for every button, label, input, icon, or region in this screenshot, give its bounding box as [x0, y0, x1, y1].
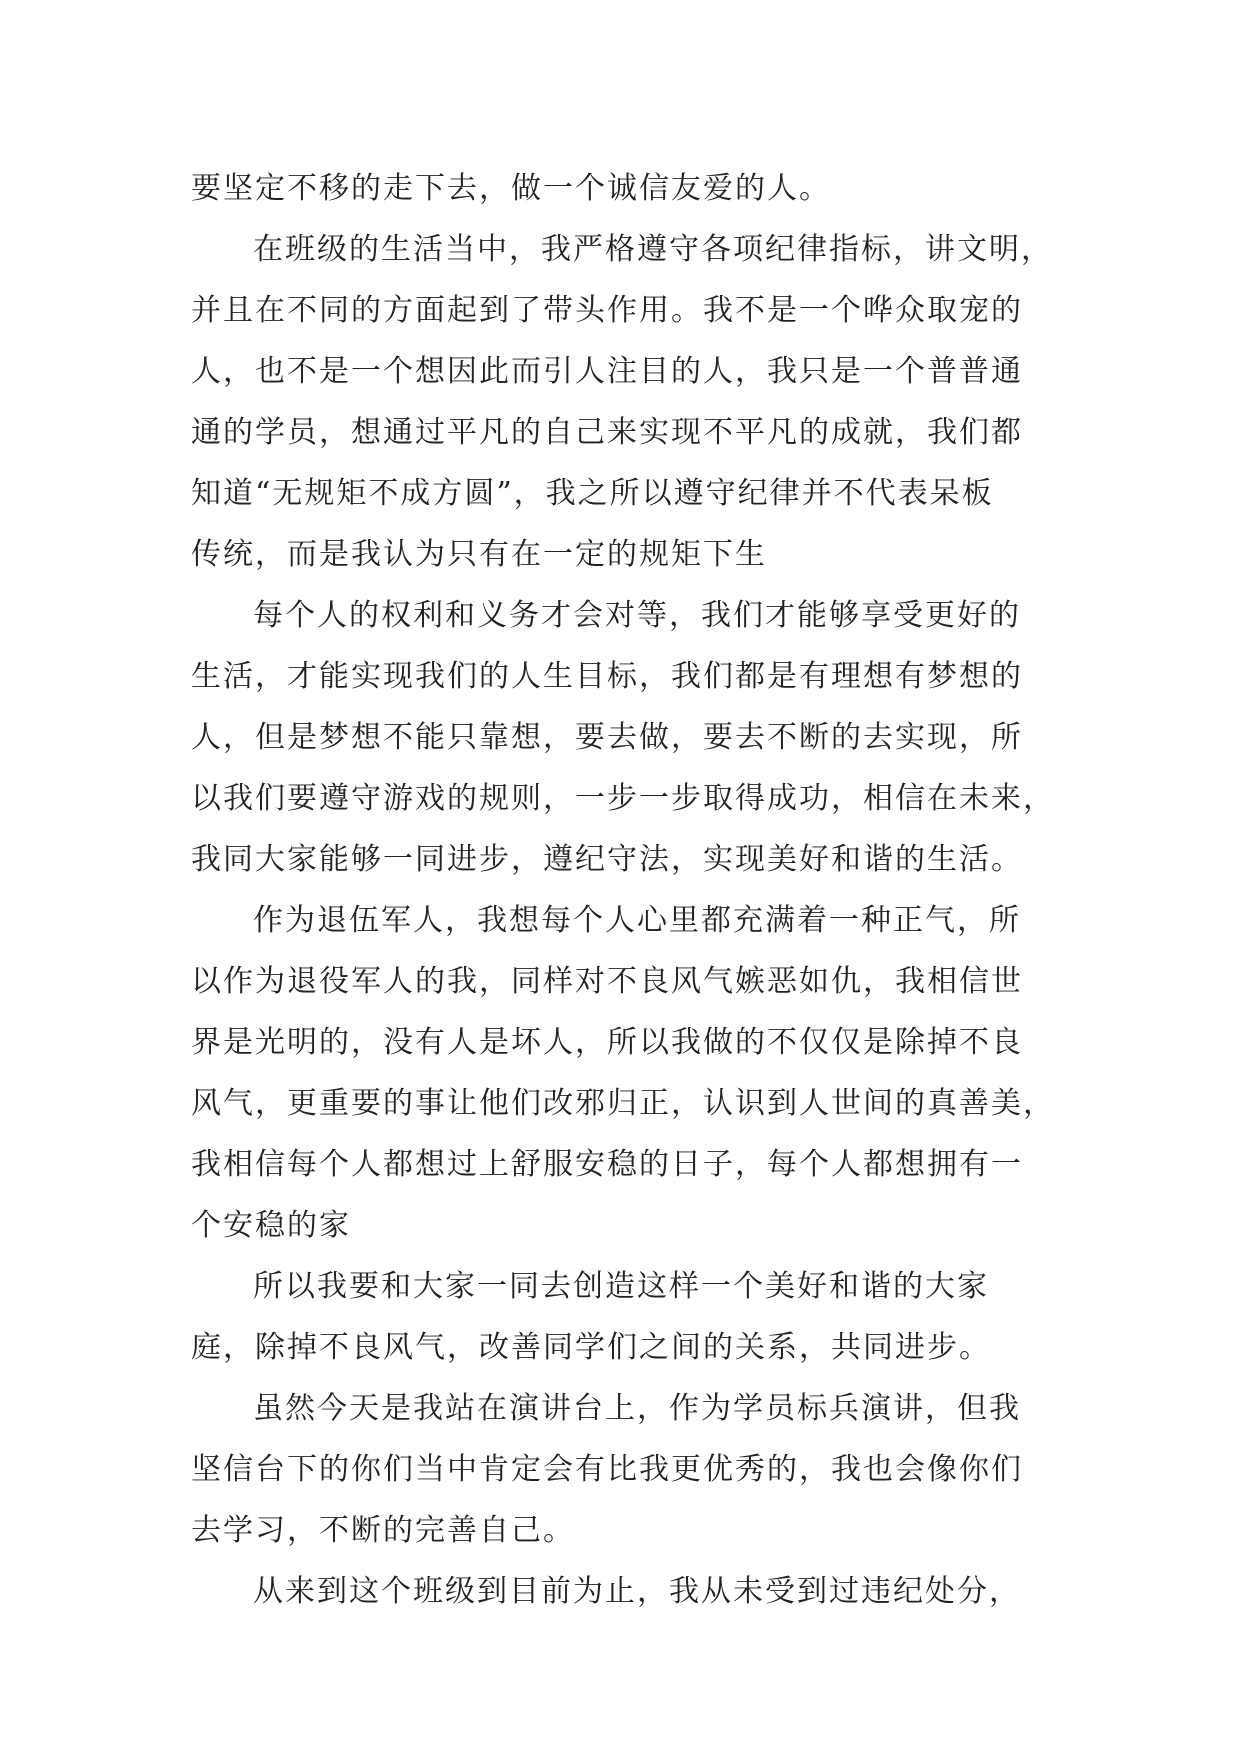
text-line: 以作为退役军人的我，同样对不良风气嫉恶如仇，我相信世 — [191, 964, 1023, 999]
text-line: 从来到这个班级到目前为止，我从未受到过违纪处分， — [253, 1574, 1021, 1609]
text-line: 界是光明的，没有人是坏人，所以我做的不仅仅是除掉不良 — [191, 1025, 1023, 1060]
text-line: 以我们要遵守游戏的规则，一步一步取得成功，相信在未来， — [191, 781, 1055, 816]
text-line: 我同大家能够一同进步，遵纪守法，实现美好和谐的生活。 — [191, 842, 1023, 877]
text-line: 所以我要和大家一同去创造这样一个美好和谐的大家 — [253, 1269, 989, 1304]
text-line: 人，也不是一个想因此而引人注目的人，我只是一个普普通 — [191, 354, 1023, 389]
text-line: 人，但是梦想不能只靠想，要去做，要去不断的去实现，所 — [191, 720, 1023, 755]
text-line: 要坚定不移的走下去，做一个诚信友爱的人。 — [191, 171, 831, 206]
document-body — [191, 158, 1055, 1622]
text-line: 风气，更重要的事让他们改邪归正，认识到人世间的真善美， — [191, 1086, 1055, 1121]
text-line: 虽然今天是我站在演讲台上，作为学员标兵演讲，但我 — [253, 1391, 1021, 1426]
text-line: 并且在不同的方面起到了带头作用。我不是一个哗众取宠的 — [191, 293, 1023, 328]
text-line: 庭，除掉不良风气，改善同学们之间的关系，共同进步。 — [191, 1330, 991, 1365]
text-line: 在班级的生活当中，我严格遵守各项纪律指标，讲文明， — [253, 232, 1053, 267]
text-line: 坚信台下的你们当中肯定会有比我更优秀的，我也会像你们 — [191, 1452, 1023, 1487]
text-line: 通的学员，想通过平凡的自己来实现不平凡的成就，我们都 — [191, 415, 1023, 450]
text-line: 我相信每个人都想过上舒服安稳的日子，每个人都想拥有一 — [191, 1147, 1023, 1182]
text-line: 个安稳的家 — [191, 1208, 351, 1243]
text-line: 传统，而是我认为只有在一定的规矩下生 — [191, 537, 767, 572]
text-line: 作为退伍军人，我想每个人心里都充满着一种正气，所 — [253, 903, 1021, 938]
text-line: 每个人的权利和义务才会对等，我们才能够享受更好的 — [253, 598, 1021, 633]
text-line: 知道“无规矩不成方圆”，我之所以遵守纪律并不代表呆板 — [191, 476, 994, 511]
text-line: 生活，才能实现我们的人生目标，我们都是有理想有梦想的 — [191, 659, 1023, 694]
text-line: 去学习，不断的完善自己。 — [191, 1513, 575, 1548]
